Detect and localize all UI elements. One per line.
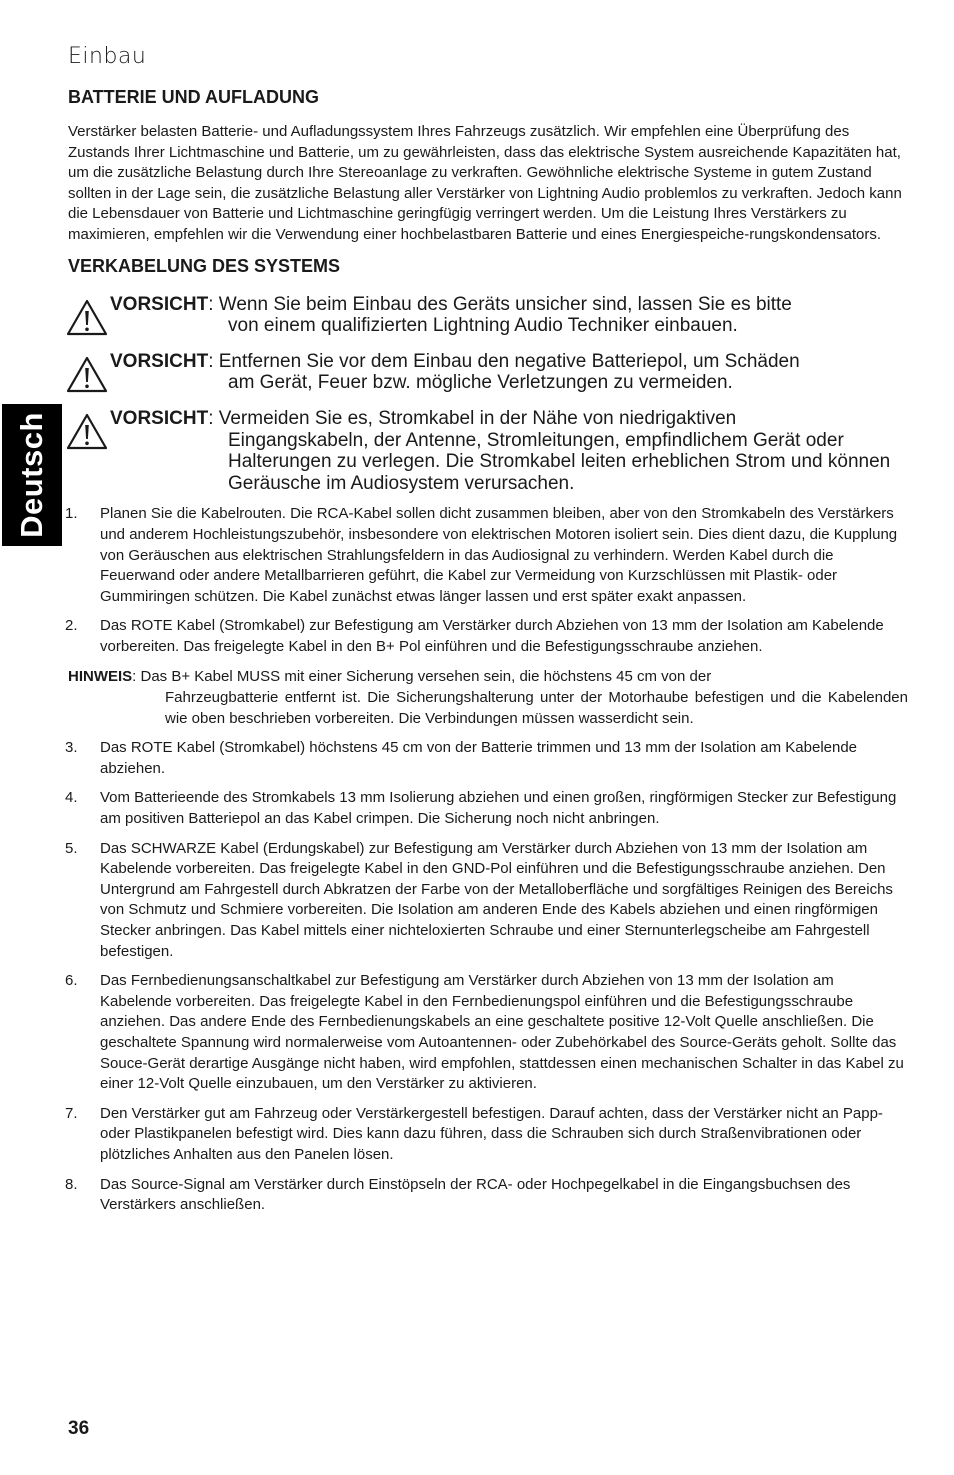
step-text: Das ROTE Kabel (Stromkabel) höchstens 45 cm von der Batterie trimmen und 13 mm der Isolation am Kabelende abziehen. bbox=[100, 739, 858, 777]
step-number: 1. bbox=[65, 505, 78, 523]
step-text: Vom Batterieende des Stromkabels 13 mm Isolierung abziehen und einen großen, ringförmigen Stecker zur Befestigung am positiven Batteriepol an das Kabel crimpen. Die Sicherung noch nicht anbringen. bbox=[100, 789, 897, 828]
list-item bbox=[65, 839, 908, 963]
steps-list bbox=[65, 504, 908, 657]
warning-triangle-icon bbox=[66, 413, 108, 450]
step-text: Das SCHWARZE Kabel (Erdungskabel) zur Befestigung am Verstärker durch Abziehen von 13 mm der Isolation am Kabelende vorbereiten. Das freigelegte Kabel in den GND-Pol einführen und die Befestigungsschraube anziehen. Den Untergrund am Fahrgestell durch Abkratzen der Farbe von der Metalloberfläche und sorgfältiges Reinigen des Bereichs von Schmutz und Schmiere vorbereiten. Die Isolation am anderen Ende des Kabels abziehen und einen ringförmigen Stecker anbringen. Das Kabel mittels einer nichteloxierten Schraube und einer Sternunterlegscheibe am Fahrgestell befestigen. bbox=[100, 839, 893, 960]
warning-triangle-icon bbox=[66, 356, 108, 393]
note-block bbox=[68, 667, 908, 729]
step-number: 7. bbox=[65, 1104, 78, 1122]
page-number: 36 bbox=[68, 1418, 90, 1439]
language-tab-label: Deutsch bbox=[14, 412, 49, 538]
list-item bbox=[65, 1175, 908, 1216]
caution-text-first: : Wenn Sie beim Einbau des Geräts unsicher sind, lassen Sie es bitte bbox=[208, 293, 792, 315]
caution-label: VORSICHT bbox=[110, 293, 209, 315]
note-label: HINWEIS bbox=[68, 668, 133, 686]
list-item bbox=[65, 738, 908, 779]
step-text: Das Source-Signal am Verstärker durch Einstöpseln der RCA- oder Hochpegelkabel in die Eingangsbuchsen des Verstärkers anschließen. bbox=[100, 1175, 851, 1214]
section-header: Einbau bbox=[68, 44, 147, 69]
list-item bbox=[65, 971, 908, 1095]
caution-text-rest: am Gerät, Feuer bzw. mögliche Verletzungen zu vermeiden. bbox=[228, 372, 733, 394]
battery-heading: BATTERIE UND AUFLADUNG bbox=[68, 87, 319, 107]
list-item bbox=[65, 1104, 908, 1166]
list-item bbox=[65, 616, 908, 657]
step-number: 6. bbox=[65, 972, 78, 990]
warning-triangle-icon bbox=[66, 299, 108, 336]
step-number: 2. bbox=[65, 617, 78, 635]
caution-text-rest: Eingangskabeln, der Antenne, Stromleitungen, empfindlichem Gerät oder Halterungen zu verlegen. Die Stromkabel leiten erheblichen Strom und können Geräusche im Audiosystem verursachen. bbox=[228, 429, 891, 494]
caution-text-first: : Entfernen Sie vor dem Einbau den negative Batteriepol, um Schäden bbox=[208, 350, 800, 372]
step-number: 3. bbox=[65, 739, 78, 757]
steps-list bbox=[65, 738, 908, 1215]
battery-paragraph: Verstärker belasten Batterie- und Aufladungssystem Ihres Fahrzeugs zusätzlich. Wir empfehlen eine Überprüfung des Zustands Ihrer Lichtmaschine und Batterie, um zu gewährleisten, dass das elektrische System ausreichende Kapazitäten hat, um die zusätzliche Belastung durch Ihre Stereoanlage zu verkraften. Gewöhnliche elektrische Systeme in gutem Zustand sollten in der Lage sein, die zusätzliche Belastung aller Verstärker von Lightning Audio problemlos zu verkraften. Jedoch kann die Lebensdauer von Batterie und Lichtmaschine geringfügig verringert werden. Um die Leistung Ihres Verstärkers zu maximieren, empfehlen wir die Verwendung einer hochbelastbaren Batterie und eines Energiespeiche-rungskondensators. bbox=[68, 123, 902, 243]
step-text: Den Verstärker gut am Fahrzeug oder Verstärkergestell befestigen. Darauf achten, dass der Verstärker nicht an Papp- oder Plastikpanelen befestigt wird. Dies kann dazu führen, dass die Schrauben sich durch Straßenvibrationen oder plötzliches Anhalten aus den Panelen lösen. bbox=[100, 1104, 883, 1163]
step-text: Planen Sie die Kabelrouten. Die RCA-Kabel sollen dicht zusammen bleiben, aber von den Stromkabeln des Verstärkers und anderem Hochleistungszubehör, insbesondere von elektrischen Motoren isoliert sein. Dies dient dazu, die Kupplung von Geräuschen aus elektrischen Strahlungsfeldern in das Audiosignal zu verhindern. Werden Kabel durch die Feuerwand oder andere Metallbarrieren geführt, die Kabel zur Vermeidung von Kurzschlüssen mit Plastik- oder Gummiringen schützen. Die Kabel zunächst etwas länger lassen und erst später exakt anpassen. bbox=[100, 505, 898, 605]
step-number: 8. bbox=[65, 1175, 78, 1193]
caution-text-first: : Vermeiden Sie es, Stromkabel in der Nähe von niedrigaktiven bbox=[208, 407, 737, 429]
caution-label: VORSICHT bbox=[110, 407, 209, 429]
caution-block bbox=[68, 294, 908, 337]
note-text-rest: Fahrzeugbatterie entfernt ist. Die Sicherungshalterung unter der Motorhaube befestigen und die Kabelenden wie oben beschrieben vorbereiten. Die Verbindungen müssen wasserdicht sein. bbox=[165, 689, 908, 727]
step-number: 4. bbox=[65, 789, 78, 807]
caution-block bbox=[68, 351, 908, 394]
wiring-heading: VERKABELUNG DES SYSTEMS bbox=[68, 255, 341, 276]
list-item bbox=[65, 504, 908, 607]
list-item bbox=[65, 788, 908, 829]
caution-label: VORSICHT bbox=[110, 350, 209, 372]
step-text: Das Fernbedienungsanschaltkabel zur Befestigung am Verstärker durch Abziehen von 13 mm der Isolation am Kabelende vorbereiten. Das freigelegte Kabel in den Fernbedienungspol einführen und die Befestigungsschraube anziehen. Das andere Ende des Fernbedienungskabels an eine geschaltete positive 12-Volt Quelle anschließen. Die geschaltete Spannung wird normalerweise vom Autoantennen- oder Zubehörkabel des Source-Geräts geholt. Sollte das Souce-Gerät derartige Ausgänge nicht haben, wird empfohlen, stattdessen einen mechanischen Schalter in das Kabel zu einer 12-Volt Quelle einzubauen, um den Verstärker zu aktivieren. bbox=[100, 972, 904, 1093]
caution-block bbox=[68, 408, 908, 494]
note-text-first: : Das B+ Kabel MUSS mit einer Sicherung versehen sein, die höchstens 45 cm von der bbox=[132, 668, 712, 686]
step-text: Das ROTE Kabel (Stromkabel) zur Befestigung am Verstärker durch Abziehen von 13 mm der Isolation am Kabelende vorbereiten. Das freigelegte Kabel in den B+ Pol einführen und die Befestigungsschraube anziehen. bbox=[100, 617, 884, 655]
page-content bbox=[65, 84, 908, 1225]
language-tab bbox=[2, 404, 62, 546]
caution-text-rest: von einem qualifizierten Lightning Audio Techniker einbauen. bbox=[228, 315, 738, 337]
step-number: 5. bbox=[65, 839, 78, 857]
